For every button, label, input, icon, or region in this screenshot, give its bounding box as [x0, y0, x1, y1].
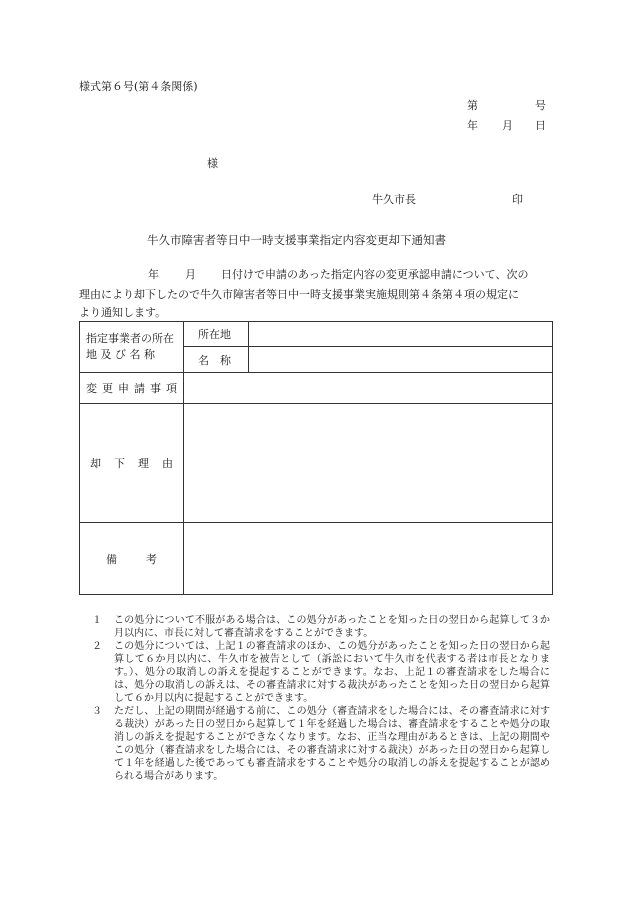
body-line2: 理由により却下したので牛久市障害者等日中一時支援事業実施規則第４条第４項の規定に [79, 288, 519, 301]
date-day: 日 [535, 119, 546, 132]
operator-label-line2: 地 及 び 名 称 [86, 348, 155, 361]
label-char: 項 [166, 382, 177, 395]
note-number: ２ [92, 641, 102, 652]
remarks-label [106, 551, 157, 567]
body-line1: 日付けで申請のあった指定内容の変更承認申請について、次の [221, 268, 529, 281]
label-char: 下 [114, 457, 125, 470]
note-item [90, 614, 550, 640]
notes-section [90, 614, 550, 783]
label-char: 事 [150, 382, 161, 395]
note-text: この処分については、上記１の審査請求のほか、この処分があったことを知った日の翌日から起算して６か月以内に、牛久市を被告として（訴訟において牛久市を代表する者は市長となります。）、処分の取消しの訴えを提起することができます。なお、上記１の審査請求をした場合には、処分の取消しの訴えは、その審査請求に対する裁決があったことを知った日の翌日から起算して６か月以内に提起することができます。 [114, 641, 550, 704]
operator-label-cell [80, 322, 184, 373]
date-year: 年 [467, 119, 478, 132]
note-number: １ [92, 615, 102, 626]
label-char: 更 [102, 382, 113, 395]
note-number: ３ [92, 706, 102, 717]
operator-label-line1: 指定事業者の所在 [86, 332, 174, 345]
note-text: この処分について不服がある場合は、この処分があったことを知った日の翌日から起算して３か月以内に、市長に対して審査請求をすることができます。 [114, 615, 550, 639]
doc-number-suffix: 号 [535, 99, 546, 112]
label-char: 変 [86, 382, 97, 395]
location-value-cell [249, 322, 553, 347]
body-year: 年 [148, 268, 159, 281]
remarks-value-cell [184, 523, 553, 595]
location-label: 所在地 [198, 328, 231, 341]
rejection-reason-value-cell [184, 404, 553, 523]
name-label-cell [184, 347, 249, 373]
label-char: 備 [106, 552, 117, 566]
sender-name: 牛久市長 [372, 193, 416, 206]
body-month: 月 [185, 268, 196, 281]
label-char: 請 [134, 382, 145, 395]
body-line3: より通知します。 [79, 306, 167, 319]
location-label-cell [184, 322, 249, 347]
recipient-honorific: 様 [207, 157, 218, 170]
date-month: 月 [502, 119, 513, 132]
change-request-label-cell [80, 373, 184, 404]
note-item [90, 640, 550, 705]
form-number: 様式第６号(第４条関係) [79, 80, 198, 93]
change-request-value-cell [184, 373, 553, 404]
rejection-reason-label-cell [80, 404, 184, 523]
name-label: 名 称 [198, 353, 231, 367]
notice-table [79, 321, 553, 595]
change-request-label [86, 380, 177, 396]
document-title: 牛久市障害者等日中一時支援事業指定内容変更却下通知書 [147, 233, 446, 247]
name-value-cell [249, 347, 553, 373]
label-char: 考 [146, 552, 157, 566]
rejection-reason-label [90, 455, 173, 471]
label-char: 却 [90, 457, 101, 470]
remarks-label-cell [80, 523, 184, 595]
note-text: ただし、上記の期間が経過する前に、この処分（審査請求をした場合には、その審査請求に対する裁決）があった日の翌日から起算して１年を経過した場合は、審査請求をすることや処分の取消しの訴えを提起することができなくなります。なお、正当な理由があるときは、上記の期間やこの処分（審査請求をした場合には、その審査請求に対する裁決）があった日の翌日から起算して１年を経過した後であっても審査請求をすることや処分の取消しの訴えを提起することが認められる場合があります。 [114, 706, 550, 782]
doc-number-prefix: 第 [467, 99, 478, 112]
seal-mark: 印 [512, 193, 523, 206]
label-char: 理 [138, 457, 149, 470]
label-char: 申 [118, 382, 129, 395]
label-char: 由 [162, 457, 173, 470]
note-item [90, 705, 550, 783]
